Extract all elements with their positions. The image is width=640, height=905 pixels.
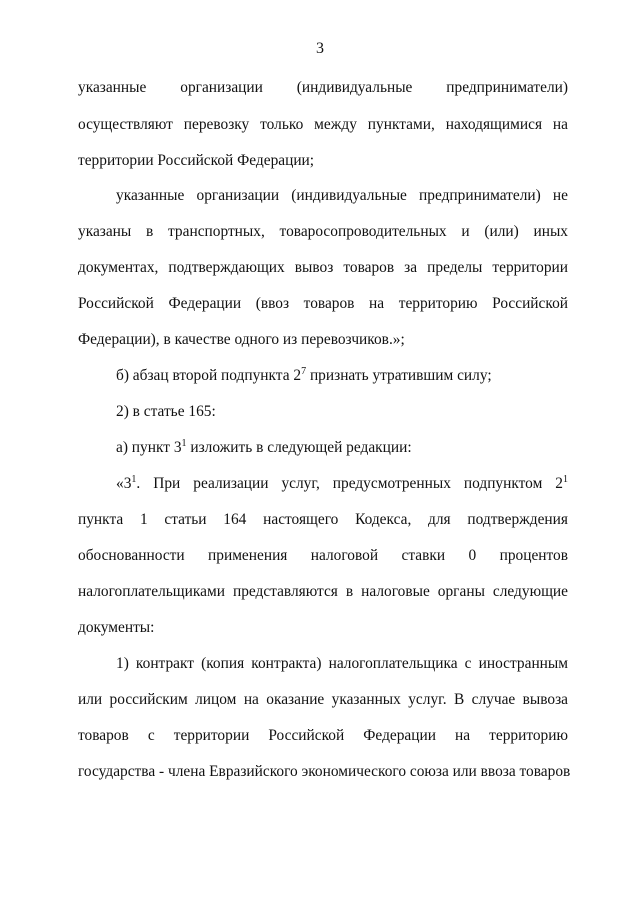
text-line-sup — [116, 366, 568, 386]
superscript: 1 — [131, 474, 137, 485]
text-line: указанные организации (индивидуальные предприниматели) не — [116, 187, 568, 204]
text-line: 2) в статье 165: — [116, 403, 216, 420]
text-line: пункта 1 статьи 164 настоящего Кодекса, для подтверждения — [78, 511, 568, 528]
text-segment: а) пункт 3 — [116, 439, 182, 456]
superscript: 1 — [563, 474, 568, 485]
text-line: товаров с территории Российской Федерации на территорию — [78, 727, 568, 744]
text-segment: «3 — [116, 475, 132, 492]
text-line-sup — [116, 474, 568, 494]
text-line: документах, подтверждающих вывоз товаров за пределы территории — [78, 259, 568, 276]
text-segment: . При реализации услуг, предусмотренных подпунктом 2 — [136, 475, 563, 492]
text-line: указаны в транспортных, товаросопроводительных и (или) иных — [78, 223, 568, 240]
text-line: налогоплательщиками представляются в налоговые органы следующие — [78, 583, 568, 600]
text-line: Федерации), в качестве одного из перевозчиков.»; — [78, 331, 405, 348]
text-segment: б) абзац второй подпункта 2 — [116, 367, 302, 384]
text-segment: изложить в следующей редакции: — [186, 439, 412, 456]
text-line: 1) контракт (копия контракта) налогоплательщика с иностранным — [116, 655, 568, 672]
text-line: указанные организации (индивидуальные предприниматели) — [78, 79, 568, 96]
text-line: документы: — [78, 619, 155, 636]
superscript: 1 — [181, 438, 187, 449]
text-line: территории Российской Федерации; — [78, 152, 315, 169]
text-line: или российским лицом на оказание указанных услуг. В случае вывоза — [78, 691, 568, 708]
text-line: государства - члена Евразийского экономического союза или ввоза товаров — [78, 763, 571, 780]
text-line: обоснованности применения налоговой ставки 0 процентов — [78, 547, 568, 564]
superscript: 7 — [301, 366, 307, 377]
text-line: осуществляют перевозку только между пунктами, находящимися на — [78, 116, 568, 133]
text-line: Российской Федерации (ввоз товаров на территорию Российской — [78, 295, 568, 312]
page-number: 3 — [316, 40, 324, 57]
text-line-sup — [116, 438, 568, 458]
text-segment: признать утратившим силу; — [306, 367, 492, 384]
